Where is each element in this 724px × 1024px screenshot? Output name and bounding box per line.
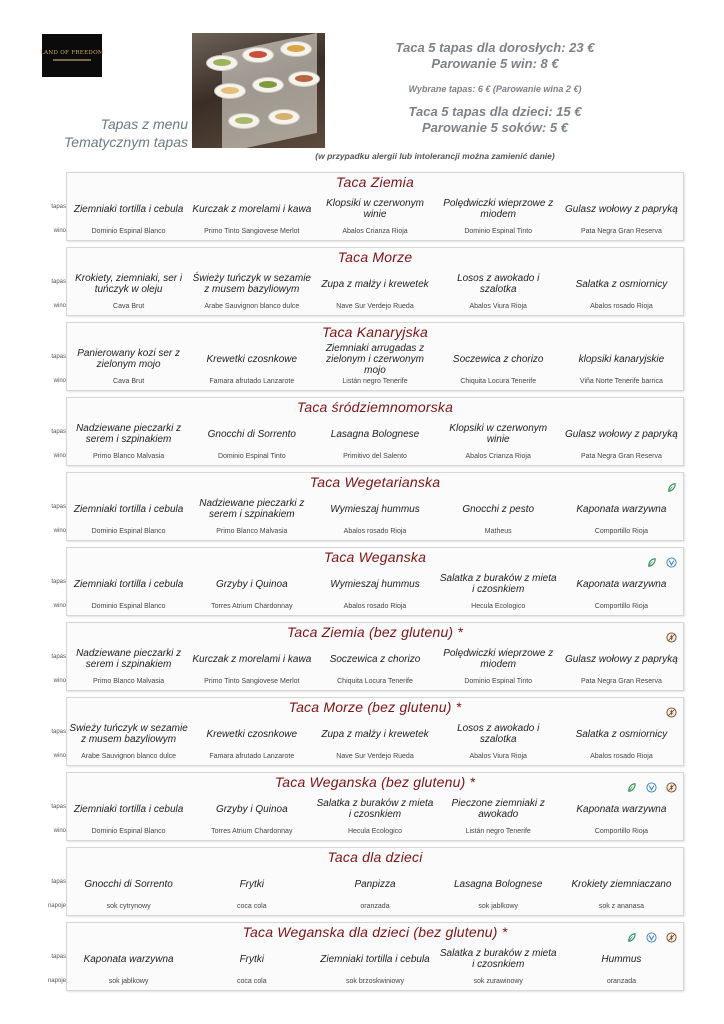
dish-name: Nadziewane pieczarki z serem i szpinakiem bbox=[76, 423, 182, 445]
pairing-name: Abalos rosado Rioja bbox=[590, 303, 653, 310]
pairing-name: Chiquita Locura Tenerife bbox=[460, 378, 537, 385]
dish-name: Zupa z małży i krewetek bbox=[321, 728, 429, 740]
row-label-pairing: wino bbox=[53, 528, 66, 534]
gluten-free-icon bbox=[666, 628, 677, 639]
dish-name: Krokiety ziemniaczano bbox=[571, 878, 672, 890]
photo-bowl bbox=[206, 55, 238, 71]
dish-name: Krokiety, ziemniaki, ser i tuńczyk w oleju bbox=[75, 273, 183, 295]
menu-section bbox=[66, 172, 684, 241]
menu-section bbox=[66, 847, 684, 916]
row-label-pairing: wino bbox=[53, 828, 66, 834]
dish-name: Salatka z buraków z mieta i czosnkiem bbox=[439, 948, 557, 970]
pairing-name: Famara afrutado Lanzarote bbox=[209, 378, 295, 385]
dish-name: Kurczak z morelami i kawa bbox=[192, 203, 312, 215]
pairing-name: Torres Atrium Chardonnay bbox=[211, 828, 293, 835]
pairing-name: Arabe Sauvignon blanco dulce bbox=[204, 303, 300, 310]
section-title: Taca Wegetarianska bbox=[309, 474, 441, 490]
photo-bowl bbox=[280, 41, 312, 57]
pairing-name: Viña Norte Tenerife barrica bbox=[579, 378, 663, 385]
dish-name: Klopsiki w czerwonym winie bbox=[326, 198, 424, 220]
vegan-icon bbox=[646, 778, 657, 789]
menu-section bbox=[66, 772, 684, 841]
diet-icons bbox=[646, 553, 677, 564]
dish-name: Salatka z buraków z mieta i czosnkiem bbox=[316, 798, 434, 820]
section-title: Taca Weganska dla dzieci (bez glutenu) * bbox=[242, 924, 508, 940]
pairing-name: Pata Negra Gran Reserva bbox=[580, 678, 662, 685]
pairing-name: sok jablkowy bbox=[108, 978, 149, 985]
dish-row bbox=[67, 793, 683, 825]
dish-name: Lasagna Bolognese bbox=[330, 428, 420, 440]
menu-section bbox=[66, 472, 684, 541]
pairing-name: Hecula Ecologico bbox=[347, 828, 403, 835]
menu-section bbox=[66, 247, 684, 316]
dish-row bbox=[67, 643, 683, 675]
dish-name: Hummus bbox=[601, 953, 642, 965]
pairing-name: sok jablkowy bbox=[478, 903, 519, 910]
pairing-row bbox=[67, 226, 683, 238]
menu-section bbox=[66, 397, 684, 466]
pairing-name: Primo Blanco Malvasia bbox=[93, 678, 165, 685]
diet-icons bbox=[626, 778, 677, 789]
row-label-tapas: tapas bbox=[51, 804, 66, 810]
dish-row bbox=[67, 493, 683, 525]
diet-icons bbox=[666, 703, 677, 714]
photo-bowl bbox=[214, 83, 246, 99]
pairing-row bbox=[67, 676, 683, 688]
row-label-pairing: wino bbox=[53, 453, 66, 459]
pairing-name: Comportillo Rioja bbox=[594, 528, 649, 535]
dish-name: Klopsiki w czerwonym winie bbox=[449, 423, 548, 445]
dish-name: Lasagna Bolognese bbox=[454, 878, 543, 890]
pairing-name: Pata Negra Gran Reserva bbox=[580, 453, 662, 460]
pairing-row bbox=[67, 826, 683, 838]
row-label-tapas: tapas bbox=[51, 954, 66, 960]
dish-name: Panierowany kozi ser z zielonym mojo bbox=[77, 348, 181, 370]
menu-section bbox=[66, 622, 684, 691]
allergy-note: (w przypadku alergii lub intolerancji można zamienić danie) bbox=[315, 151, 555, 161]
dish-row bbox=[67, 418, 683, 450]
row-label-pairing: wino bbox=[53, 378, 66, 384]
photo-bowl bbox=[242, 47, 274, 63]
section-title: Taca dla dzieci bbox=[327, 849, 423, 865]
dish-name: Pieczone ziemniaki z awokado bbox=[451, 798, 545, 820]
dish-name: Nadziewane pieczarki z serem i szpinakiem bbox=[76, 648, 182, 670]
section-title: Taca Ziemia bbox=[336, 174, 414, 190]
pairing-name: Listán negro Tenerife bbox=[465, 828, 531, 835]
price-kids-juice: Parowanie 5 soków: 5 € bbox=[422, 120, 568, 135]
pairing-name: Abalos Viura Rioja bbox=[469, 753, 527, 760]
dish-name: Soczewica z chorizo bbox=[452, 353, 544, 365]
row-label-tapas: tapas bbox=[51, 729, 66, 735]
row-label-pairing: napoje bbox=[47, 978, 66, 984]
dish-name: Ziemniaki tortilla i cebula bbox=[73, 803, 184, 815]
pairing-row bbox=[67, 376, 683, 388]
dish-name: Frytki bbox=[239, 953, 265, 965]
dish-name: Gulasz wołowy z papryką bbox=[565, 203, 678, 215]
pairing-row bbox=[67, 301, 683, 313]
pairing-name: oranzada bbox=[606, 978, 637, 985]
dish-name: Świeży tuńczyk w sezamie z musem bazyliowym bbox=[192, 273, 311, 295]
pairing-name: Matheus bbox=[484, 528, 512, 535]
pairing-name: Comportillo Rioja bbox=[594, 603, 649, 610]
menu-heading-line2: Tematycznym tapas bbox=[64, 134, 188, 150]
diet-icons bbox=[626, 928, 677, 939]
pairing-name: sok cytrynowy bbox=[106, 903, 151, 910]
diet-icons bbox=[666, 478, 677, 489]
dish-name: Polędwiczki wieprzowe z miodem bbox=[443, 198, 554, 220]
pairing-name: Abalos rosado Rioja bbox=[343, 528, 407, 535]
price-adults-wine: Parowanie 5 win: 8 € bbox=[431, 56, 559, 71]
dish-name: Grzyby i Quinoa bbox=[215, 803, 288, 815]
pairing-name: Cava Brut bbox=[113, 378, 145, 385]
pairing-name: Pata Negra Gran Reserva bbox=[580, 228, 662, 235]
vegan-icon bbox=[666, 553, 677, 564]
menu-section bbox=[66, 322, 684, 391]
brand-logo bbox=[42, 34, 102, 77]
dish-name: Panpizza bbox=[354, 878, 396, 890]
dish-name: Soczewica z chorizo bbox=[329, 653, 421, 665]
photo-bowl bbox=[268, 109, 300, 125]
dish-name: Salatka z osmiornicy bbox=[575, 278, 668, 290]
dish-name: Salatka z buraków z mieta i czosnkiem bbox=[439, 573, 557, 595]
dish-name: Wymieszaj hummus bbox=[330, 578, 420, 590]
pairing-name: Dominio Espinal Tinto bbox=[464, 228, 533, 235]
leaf-icon bbox=[626, 778, 637, 789]
menu-section bbox=[66, 697, 684, 766]
row-label-tapas: tapas bbox=[51, 279, 66, 285]
dish-name: Frytki bbox=[239, 878, 265, 890]
dish-row bbox=[67, 868, 683, 900]
row-label-pairing: wino bbox=[53, 228, 66, 234]
pairing-name: Primo Blanco Malvasia bbox=[93, 453, 165, 460]
vegan-icon bbox=[646, 928, 657, 939]
pairing-row bbox=[67, 976, 683, 988]
pairing-name: coca cola bbox=[237, 903, 267, 910]
pairing-name: Abalos Crianza Rioja bbox=[465, 453, 531, 460]
dish-name: Nadziewane pieczarki z serem i szpinakiem bbox=[199, 498, 305, 520]
gluten-free-icon bbox=[666, 703, 677, 714]
row-label-tapas: tapas bbox=[51, 204, 66, 210]
pairing-name: Dominio Espinal Blanco bbox=[91, 603, 166, 610]
menu-heading bbox=[36, 115, 188, 151]
dish-name: Ziemniaki tortilla i cebula bbox=[73, 578, 184, 590]
section-title: Taca Weganska bbox=[323, 549, 427, 565]
dish-name: Ziemniaki arrugadas z zielonym i czerwonym mojo bbox=[325, 342, 425, 376]
pairing-row bbox=[67, 601, 683, 613]
dish-name: Polędwiczki wieprzowe z miodem bbox=[443, 648, 554, 670]
pairing-name: Abalos rosado Rioja bbox=[343, 603, 407, 610]
dish-name: Ziemniaki tortilla i cebula bbox=[73, 503, 184, 515]
pairing-name: Chiquita Locura Tenerife bbox=[337, 678, 413, 685]
pairing-name: coca cola bbox=[237, 978, 267, 985]
pairing-name: Primo Tinto Sangiovese Merlot bbox=[204, 678, 300, 685]
row-label-tapas: tapas bbox=[51, 654, 66, 660]
pairing-name: oranzada bbox=[360, 903, 390, 910]
section-title: Taca Ziemia (bez glutenu) * bbox=[286, 624, 464, 640]
dish-row bbox=[67, 268, 683, 300]
dish-name: Kaponata warzywna bbox=[83, 953, 174, 965]
pairing-name: Nave Sur Verdejo Rueda bbox=[336, 753, 414, 760]
dish-name: Grzyby i Quinoa bbox=[215, 578, 288, 590]
pairing-name: Primo Blanco Malvasia bbox=[216, 528, 288, 535]
photo-bowl bbox=[288, 71, 320, 87]
dish-name: Gulasz wołowy z papryką bbox=[565, 428, 678, 440]
pairing-name: Abalos Crianza Rioja bbox=[342, 228, 408, 235]
price-selected: Wybrane tapas: 6 € (Parowanie wina 2 €) bbox=[408, 84, 582, 94]
dish-name: Swieży tuńczyk w sezamie z musem bazyliowym bbox=[69, 723, 188, 745]
dish-name: Krewetki czosnkowe bbox=[206, 353, 298, 365]
row-label-tapas: tapas bbox=[51, 879, 66, 885]
tapas-photo bbox=[192, 33, 325, 148]
row-label-tapas: tapas bbox=[51, 504, 66, 510]
pairing-row bbox=[67, 751, 683, 763]
pairing-name: Dominio Espinal Blanco bbox=[91, 828, 166, 835]
section-title: Taca Morze (bez glutenu) * bbox=[288, 699, 462, 715]
gluten-free-icon bbox=[666, 778, 677, 789]
dish-name: Zupa z małży i krewetek bbox=[321, 278, 429, 290]
pairing-name: sok brzoskwiniowy bbox=[346, 978, 404, 985]
row-label-pairing: wino bbox=[53, 753, 66, 759]
dish-name: Gnocchi di Sorrento bbox=[84, 878, 173, 890]
pairing-row bbox=[67, 526, 683, 538]
logo-underline bbox=[53, 59, 91, 61]
pairing-name: sok z ananasa bbox=[598, 903, 644, 910]
pairing-name: Nave Sur Verdejo Rueda bbox=[336, 303, 414, 310]
pairing-name: Dominio Espinal Blanco bbox=[91, 528, 166, 535]
photo-bowl bbox=[252, 77, 284, 93]
menu-heading-line1: Tapas z menu bbox=[100, 116, 188, 132]
menu-section bbox=[66, 922, 684, 991]
row-label-pairing: wino bbox=[53, 303, 66, 309]
menu-section bbox=[66, 547, 684, 616]
section-title: Taca Weganska (bez glutenu) * bbox=[274, 774, 476, 790]
dish-name: Kaponata warzywna bbox=[576, 503, 667, 515]
section-title: Taca Kanaryjska bbox=[322, 324, 428, 340]
dish-name: Krewetki czosnkowe bbox=[206, 728, 298, 740]
dish-name: Gnocchi di Sorrento bbox=[207, 428, 296, 440]
dish-name: Ziemniaki tortilla i cebula bbox=[320, 953, 430, 965]
row-label-pairing: wino bbox=[53, 603, 66, 609]
row-label-tapas: tapas bbox=[51, 579, 66, 585]
leaf-icon bbox=[626, 928, 637, 939]
logo-text: LAND OF FREEDOM bbox=[40, 50, 104, 56]
dish-name: Salatka z osmiornicy bbox=[575, 728, 668, 740]
row-label-pairing: napoje bbox=[47, 903, 66, 909]
dish-name: Kaponata warzywna bbox=[576, 803, 667, 815]
row-label-tapas: tapas bbox=[51, 429, 66, 435]
dish-name: Gulasz wołowy z papryką bbox=[565, 653, 678, 665]
pairing-name: Torres Atrium Chardonnay bbox=[211, 603, 293, 610]
section-title: Taca Morze bbox=[337, 249, 413, 265]
pairing-name: Cava Brut bbox=[113, 303, 145, 310]
dish-name: Losos z awokado i szalotka bbox=[457, 273, 540, 295]
diet-icons bbox=[666, 628, 677, 639]
leaf-icon bbox=[646, 553, 657, 564]
dish-name: Losos z awokado i szalotka bbox=[457, 723, 540, 745]
dish-name: Gnocchi z pesto bbox=[462, 503, 535, 515]
pairing-name: Arabe Sauvignon blanco dulce bbox=[81, 753, 177, 760]
price-kids: Taca 5 tapas dla dzieci: 15 € bbox=[408, 104, 582, 119]
dish-name: klopsiki kanaryjskie bbox=[578, 353, 665, 365]
price-adults: Taca 5 tapas dla dorosłych: 23 € bbox=[395, 40, 595, 55]
pairing-name: Famara afrutado Lanzarote bbox=[209, 753, 295, 760]
section-title: Taca śródziemnomorska bbox=[296, 399, 454, 415]
dish-row bbox=[67, 718, 683, 750]
pairing-name: Dominio Espinal Blanco bbox=[91, 228, 166, 235]
pairing-name: Dominio Espinal Tinto bbox=[217, 453, 286, 460]
pairing-name: Abalos Viura Rioja bbox=[469, 303, 527, 310]
gluten-free-icon bbox=[666, 928, 677, 939]
row-label-tapas: tapas bbox=[51, 354, 66, 360]
pairing-name: Primitivo del Salento bbox=[343, 453, 407, 460]
pairing-name: Abalos rosado Rioja bbox=[590, 753, 653, 760]
row-label-pairing: wino bbox=[53, 678, 66, 684]
price-list bbox=[360, 40, 630, 136]
dish-row bbox=[67, 343, 683, 375]
dish-name: Wymieszaj hummus bbox=[330, 503, 420, 515]
pairing-name: sok zurawinowy bbox=[473, 978, 523, 985]
pairing-row bbox=[67, 451, 683, 463]
pairing-name: Primo Tinto Sangiovese Merlot bbox=[204, 228, 300, 235]
pairing-name: Listán negro Tenerife bbox=[342, 378, 408, 385]
photo-bowl bbox=[228, 113, 260, 129]
pairing-name: Dominio Espinal Tinto bbox=[464, 678, 533, 685]
pairing-row bbox=[67, 901, 683, 913]
dish-row bbox=[67, 193, 683, 225]
pairing-name: Hecula Ecologico bbox=[471, 603, 526, 610]
leaf-icon bbox=[666, 478, 677, 489]
pairing-name: Comportillo Rioja bbox=[594, 828, 649, 835]
dish-row bbox=[67, 568, 683, 600]
dish-name: Ziemniaki tortilla i cebula bbox=[73, 203, 184, 215]
dish-name: Kurczak z morelami i kawa bbox=[192, 653, 312, 665]
dish-name: Kaponata warzywna bbox=[576, 578, 667, 590]
dish-row bbox=[67, 943, 683, 975]
